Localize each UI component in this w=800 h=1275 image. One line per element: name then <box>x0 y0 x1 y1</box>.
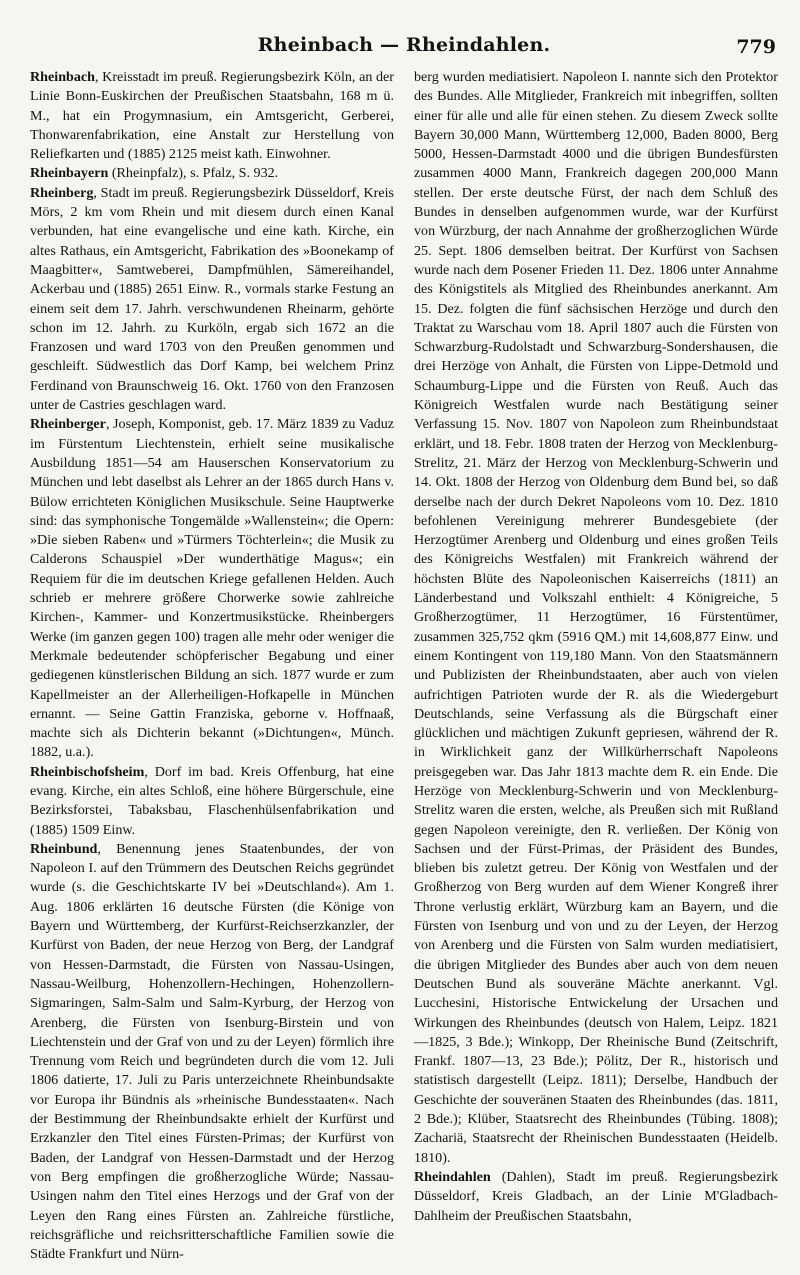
entry-rheinberg <box>30 184 394 416</box>
entry-text: , Joseph, Komponist, geb. 17. März 1839 zu Vaduz im Fürstentum Liechtenstein, erhielt seine musikalische Ausbildung 1851—54 am Hauserschen Konservatorium zu München und lebt daselbst als Lehrer an der 1865 durch Hans v. Bülow errichteten Königlichen Musikschule. Seine Hauptwerke sind: das symphonische Tongemälde »Wallenstein«; die Opern: »Die sieben Raben« und »Türmers Töchterlein«; die Musik zu Calderons Schauspiel »Der wunderthätige Magus«; ein Requiem für die im deutschen Kriege gefallenen Helden. Auch schrieb er mehrere größere Chorwerke sowie zahlreiche Kirchen-, Kammer- und Konzertmusikstücke. Rheinbergers Werke (im ganzen gegen 100) tragen alle mehr oder weniger die Merkmale bedeutender schöpferischer Begabung und einer gediegenen künstlerischen Bildung an sich. 1877 wurde er zum Kapellmeister an der Allerheiligen-Hofkapelle in München ernannt. — Seine Gattin Franziska, geborne v. Hoffnaaß, machte sich als Dichterin bekannt (»Dichtungen«, Münch. 1882, u.a.). <box>30 416 394 761</box>
text-columns <box>30 68 778 1264</box>
entry-rheinbund <box>30 840 394 1265</box>
entry-text: berg wurden mediatisiert. Napoleon I. nannte sich den Protektor des Bundes. Alle Mitglieder, Frankreich mit inbegriffen, sollten einer für alle und alle für einen stehen. Zu diesem Zweck sollte Bayern 30,000 Mann, Württemberg 12,000, Baden 8000, Berg 5000, Hessen-Darmstadt 4000 und die übrigen Bundesfürsten zusammen 4000 Mann, Frankreich dagegen 200,000 Mann stellen. Der erste deutsche Fürst, der nach dem Schluß des Bundes in denselben aufgenommen wurde, war der Kurfürst von Würzburg, der nach Annahme der großherzoglichen Würde 25. Sept. 1806 demselben beitrat. Der Kurfürst von Sachsen wurde nach dem Posener Frieden 11. Dez. 1806 unter Annahme des Königstitels als Mitglied des Rheinbundes anerkannt. Am 15. Dez. folgten die fünf sächsischen Herzöge und durch den Traktat zu Warschau vom 18. April 1807 auch die Fürsten von Schwarzburg-Rudolstadt und Schwarzburg-Sondershausen, die drei Herzöge von Anhalt, die Fürsten von Lippe-Detmold und Schaumburg-Lippe und die Fürsten von Reuß. Auch das Königreich Westfalen wurde nach Bestätigung seiner Verfassung 15. Nov. 1807 von Napoleon zum Rheinbundstaat erklärt, und 18. Febr. 1808 traten der Herzog von Mecklenburg-Strelitz, 21. März der Herzog von Mecklenburg-Schwerin und 14. Okt. 1808 der Herzog von Oldenburg dem Bund bei, so daß derselbe nach der durch Dekret Napoleons vom 10. Dez. 1810 befohlenen Vereinigung mehrerer Bundesgebiete (der Herzogtümer Arenberg und Oldenburg und eines großen Teils des Königreichs Westfalen) mit Frankreich während der höchsten Blüte des Napoleonischen Kaiserreichs (1811) an Länderbestand und Volkszahl enthielt: 4 Königreiche, 5 Großherzogtümer, 11 Herzogtümer, 16 Fürstentümer, zusammen 325,752 qkm (5916 QM.) mit 14,608,877 Einw. und einem Kontingent von 119,180 Mann. Von den Staatsmännern und Publizisten der Rheinbundstaaten, aber auch von vielen aufrichtigen Patrioten wurde der R. als die Wiedergeburt Deutschlands, seine Verfassung als die Bürgschaft einer glücklichen und mächtigen Zukunft gepriesen, während der R. in Wirklichkeit ganz der Willkürherrschaft Napoleons preisgegeben war. Das Jahr 1813 machte dem R. ein Ende. Die Herzöge von Mecklenburg-Schwerin und von Mecklenburg-Strelitz waren die ersten, welche, als Preußen sich mit Rußland gegen Napoleon vereinigte, den R. verließen. Der König von Sachsen und der Fürst-Primas, der Präsident des Bundes, blieben bis zuletzt getreu. Der König von Westfalen und der Großherzog von Berg wurden auf dem Wiener Kongreß ihrer Throne verlustig erklärt, Würzburg kam an Bayern, und die Fürsten von Isenburg und von und zu der Leyen, der Herzog von Arenberg und die Fürsten von Salm wurden mediatisiert, die übrigen Mitglieder des Bundes aber auch von dem neuen Deutschen Bund als souveräne Mächte anerkannt. Vgl. Lucchesini, Historische Entwickelung der Ursachen und Wirkungen des Rheinbundes (deutsch von Halem, Leipz. 1821—1825, 3 Bde.); Winkopp, Der Rheinische Bund (Zeitschrift, Frankf. 1807—13, 23 Bde.); Pölitz, Der R., historisch und statistisch dargestellt (Leipz. 1811); Derselbe, Handbuch der Geschichte der souveränen Staaten des Rheinbundes (das. 1811, 2 Bde.); Klüber, Staatsrecht des Rheinbundes (Tübing. 1808); Zachariä, Staatsrecht der Rheinischen Bundesstaaten (Heidelb. 1810). <box>414 69 778 1166</box>
page-header <box>30 30 778 58</box>
entry-headword: Rheinbund <box>30 840 98 857</box>
entry-headword: Rheinberg <box>30 184 94 201</box>
entry-rheinberger <box>30 415 394 762</box>
entry-text: , Benennung jenes Staatenbundes, der von Napoleon I. auf den Trümmern des Deutschen Reichs gegründet wurde (s. die Geschichtskarte IV bei »Deutschland«). Am 1. Aug. 1806 erklärten 16 deutsche Fürsten (die Könige von Bayern und Württemberg, der Kurfürst-Reichserzkanzler, der Kurfürst von Baden, der neue Herzog von Berg, der Landgraf von Hessen-Darmstadt, die Fürsten von Nassau-Usingen, Nassau-Weilburg, Hohenzollern-Hechingen, Hohenzollern-Sigmaringen, Salm-Salm und Salm-Kyrburg, der Herzog von Arenberg, die Fürsten von Isenburg-Birstein und von Liechtenstein und der Graf von und zu der Leyen) förmlich ihre Trennung vom Reich und begründeten durch die vom 12. Juli 1806 datierte, 17. Juli zu Paris unterzeichnete Rheinbundsakte vor Europa ihr Bündnis als »rheinische Bundesstaaten«. Nach der Bestimmung der Rheinbundsakte erhielt der Kurfürst und Erzkanzler den Titel eines Fürsten-Primas; der Kurfürst von Baden, der Landgraf von Hessen-Darmstadt und der Herzog von Berg empfingen die großherzogliche Würde; Nassau-Usingen nahm den Titel eines Herzogs und der Graf von der Leyen den Rang eines Fürsten an. Zahlreiche fürstliche, reichsgräfliche und reichsritterschaftliche Familien sowie die Städte Frankfurt und Nürn- <box>30 840 394 1263</box>
entry-headword: Rheinbayern <box>30 165 109 182</box>
right-column <box>414 68 778 1264</box>
entry-rheinbayern <box>30 164 394 183</box>
running-head: Rheinbach — Rheindahlen. <box>257 34 551 56</box>
entry-text: (Dahlen), Stadt im preuß. Regierungsbezirk Düsseldorf, Kreis Gladbach, an der Linie M'Gladbach-Dahlheim der Preußischen Staatsbahn, <box>414 1168 778 1224</box>
entry-rheinbischofsheim <box>30 763 394 840</box>
entry-rheindahlen <box>414 1168 778 1226</box>
entry-rheinbach <box>30 68 394 164</box>
entry-text: , Stadt im preuß. Regierungsbezirk Düsseldorf, Kreis Mörs, 2 km vom Rhein und mit diesem durch einen Kanal verbunden, hat eine evangelische und eine kath. Kirche, ein altes Rathaus, ein Amtsgericht, Fabrikation des »Boonekamp of Maagbitter«, Samtweberei, Dampfmühlen, Sämereihandel, Ackerbau und (1885) 2651 Einw. R., vormals starke Festung an einem seit dem 17. Jahrh. verschwundenen Rheinarm, gehörte schon im 12. Jahrh. zu Kurköln, ergab sich 1672 an die Franzosen und ward 1703 von den Preußen genommen und geschleift. Südwestlich das Dorf Kamp, bei welchem Prinz Ferdinand von Braunschweig 16. Okt. 1760 von den Franzosen unter de Castries geschlagen ward. <box>30 184 394 414</box>
entry-headword: Rheindahlen <box>414 1168 491 1185</box>
page-number: 779 <box>736 36 776 58</box>
left-column <box>30 68 394 1264</box>
entry-headword: Rheinbischofsheim <box>30 763 145 780</box>
entry-rheinbund-continued <box>414 68 778 1168</box>
entry-headword: Rheinberger <box>30 416 106 433</box>
entry-text: , Kreisstadt im preuß. Regierungsbezirk Köln, an der Linie Bonn-Euskirchen der Preußischen Staatsbahn, 168 m ü. M., hat ein Progymnasium, ein Amtsgericht, Gerberei, Thonwarenfabrikation, eine Anstalt zur Herstellung von Reliefkarten und (1885) 2125 meist kath. Einwohner. <box>30 69 394 163</box>
entry-headword: Rheinbach <box>30 69 96 85</box>
entry-text: (Rheinpfalz), s. Pfalz, S. 932. <box>108 165 279 182</box>
entry-text: , Dorf im bad. Kreis Offenburg, hat eine evang. Kirche, ein altes Schloß, eine höhere Bürgerschule, eine Bezirksforstei, Tabaksbau, Flaschenhülsenfabrikation und (1885) 1509 Einw. <box>30 763 394 838</box>
